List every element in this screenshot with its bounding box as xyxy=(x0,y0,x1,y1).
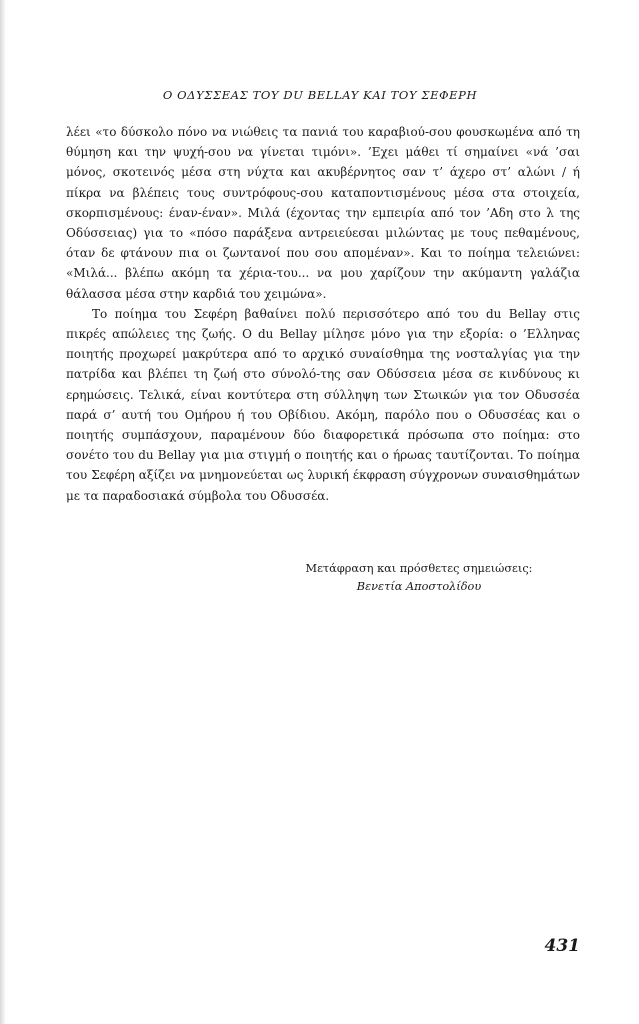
page-number: 431 xyxy=(544,936,580,956)
paragraph-conclusion: Το ποίημα του Σεφέρη βαθαίνει πολύ περισσότερο από του du Bellay στις πικρές απώλειες της ζωής. Ο du Bellay μίλησε μόνο για την εξορία: ο ’Ελληνας ποιητής προχωρεί μακρύτερα από το αρχικό συναίσθημα της νοσταλγίας για την πατρίδα και βλέπει τη ζωή στο σύνολό-της σαν Οδύσσεια μέσα σε κινδύνους κι ερημώσεις. Τελικά, είναι κοντύτερα στη σύλληψη των Στωικών για τον Οδυσσέα παρά σ’ αυτή του Ομήρου ή του Οβίδιου. Ακόμη, παρόλο που ο Οδυσσέας και ο ποιητής συμπάσχουν, παραμένουν δύο διαφορετικά πρόσωπα στο ποίημα: στο σονέτο του du Bellay για μια στιγμή ο ποιητής και ο ήρωας ταυτίζονται. Το ποίημα του Σεφέρη αξίζει να μνημονεύεται ως λυρική έκφραση σύγχρονων συναισθημάτων με τα παραδοσιακά σύμβολα του Οδυσσέα. xyxy=(66,306,580,503)
body-text xyxy=(66,122,580,506)
paragraph-continuation: λέει «το δύσκολο πόνο να νιώθεις τα πανιά του καραβιού-σου φουσκωμένα από τη θύμηση και την ψυχή-σου να γίνεται τιμόνι». ’Εχει μάθει τί σημαίνει «νά ’σαι μόνος, σκοτεινός μέσα στη νύχτα και ακυβέρνητος σαν τ’ άχερο στ’ αλώνι / ή πίκρα να βλέπεις τους συντρόφους-σου καταποντισμένους μέσα στα στοιχεία, σκορπισμένους: έναν-έναν». Μιλά (έχοντας την εμπειρία από τον ’Αδη στο λ της Οδύσσειας) για το «πόσο παράξενα αντρειεύεσαι μιλώντας με τους πεθαμένους, όταν δε φτάνουν πια οι ζωντανοί που σου απομέναν». Και το ποίημα τελειώνει: «Μιλά... βλέπω ακόμη τα χέρια-του... να μου χαρίζουν την ακύμαντη γαλάζια θάλασσα μέσα στην καρδιά του χειμώνα». xyxy=(66,125,580,301)
signature-line: Μετάφραση και πρόσθετες σημειώσεις: xyxy=(305,562,533,575)
running-head: Ο ΟΔΥΣΣΕΑΣ ΤΟΥ DU BELLAY ΚΑΙ ΤΟΥ ΣΕΦΕΡΗ xyxy=(162,88,478,102)
translator-signature xyxy=(290,560,548,596)
translator-name: Βενετία Αποστολίδου xyxy=(356,580,482,593)
page-edge-shadow xyxy=(0,0,6,1024)
